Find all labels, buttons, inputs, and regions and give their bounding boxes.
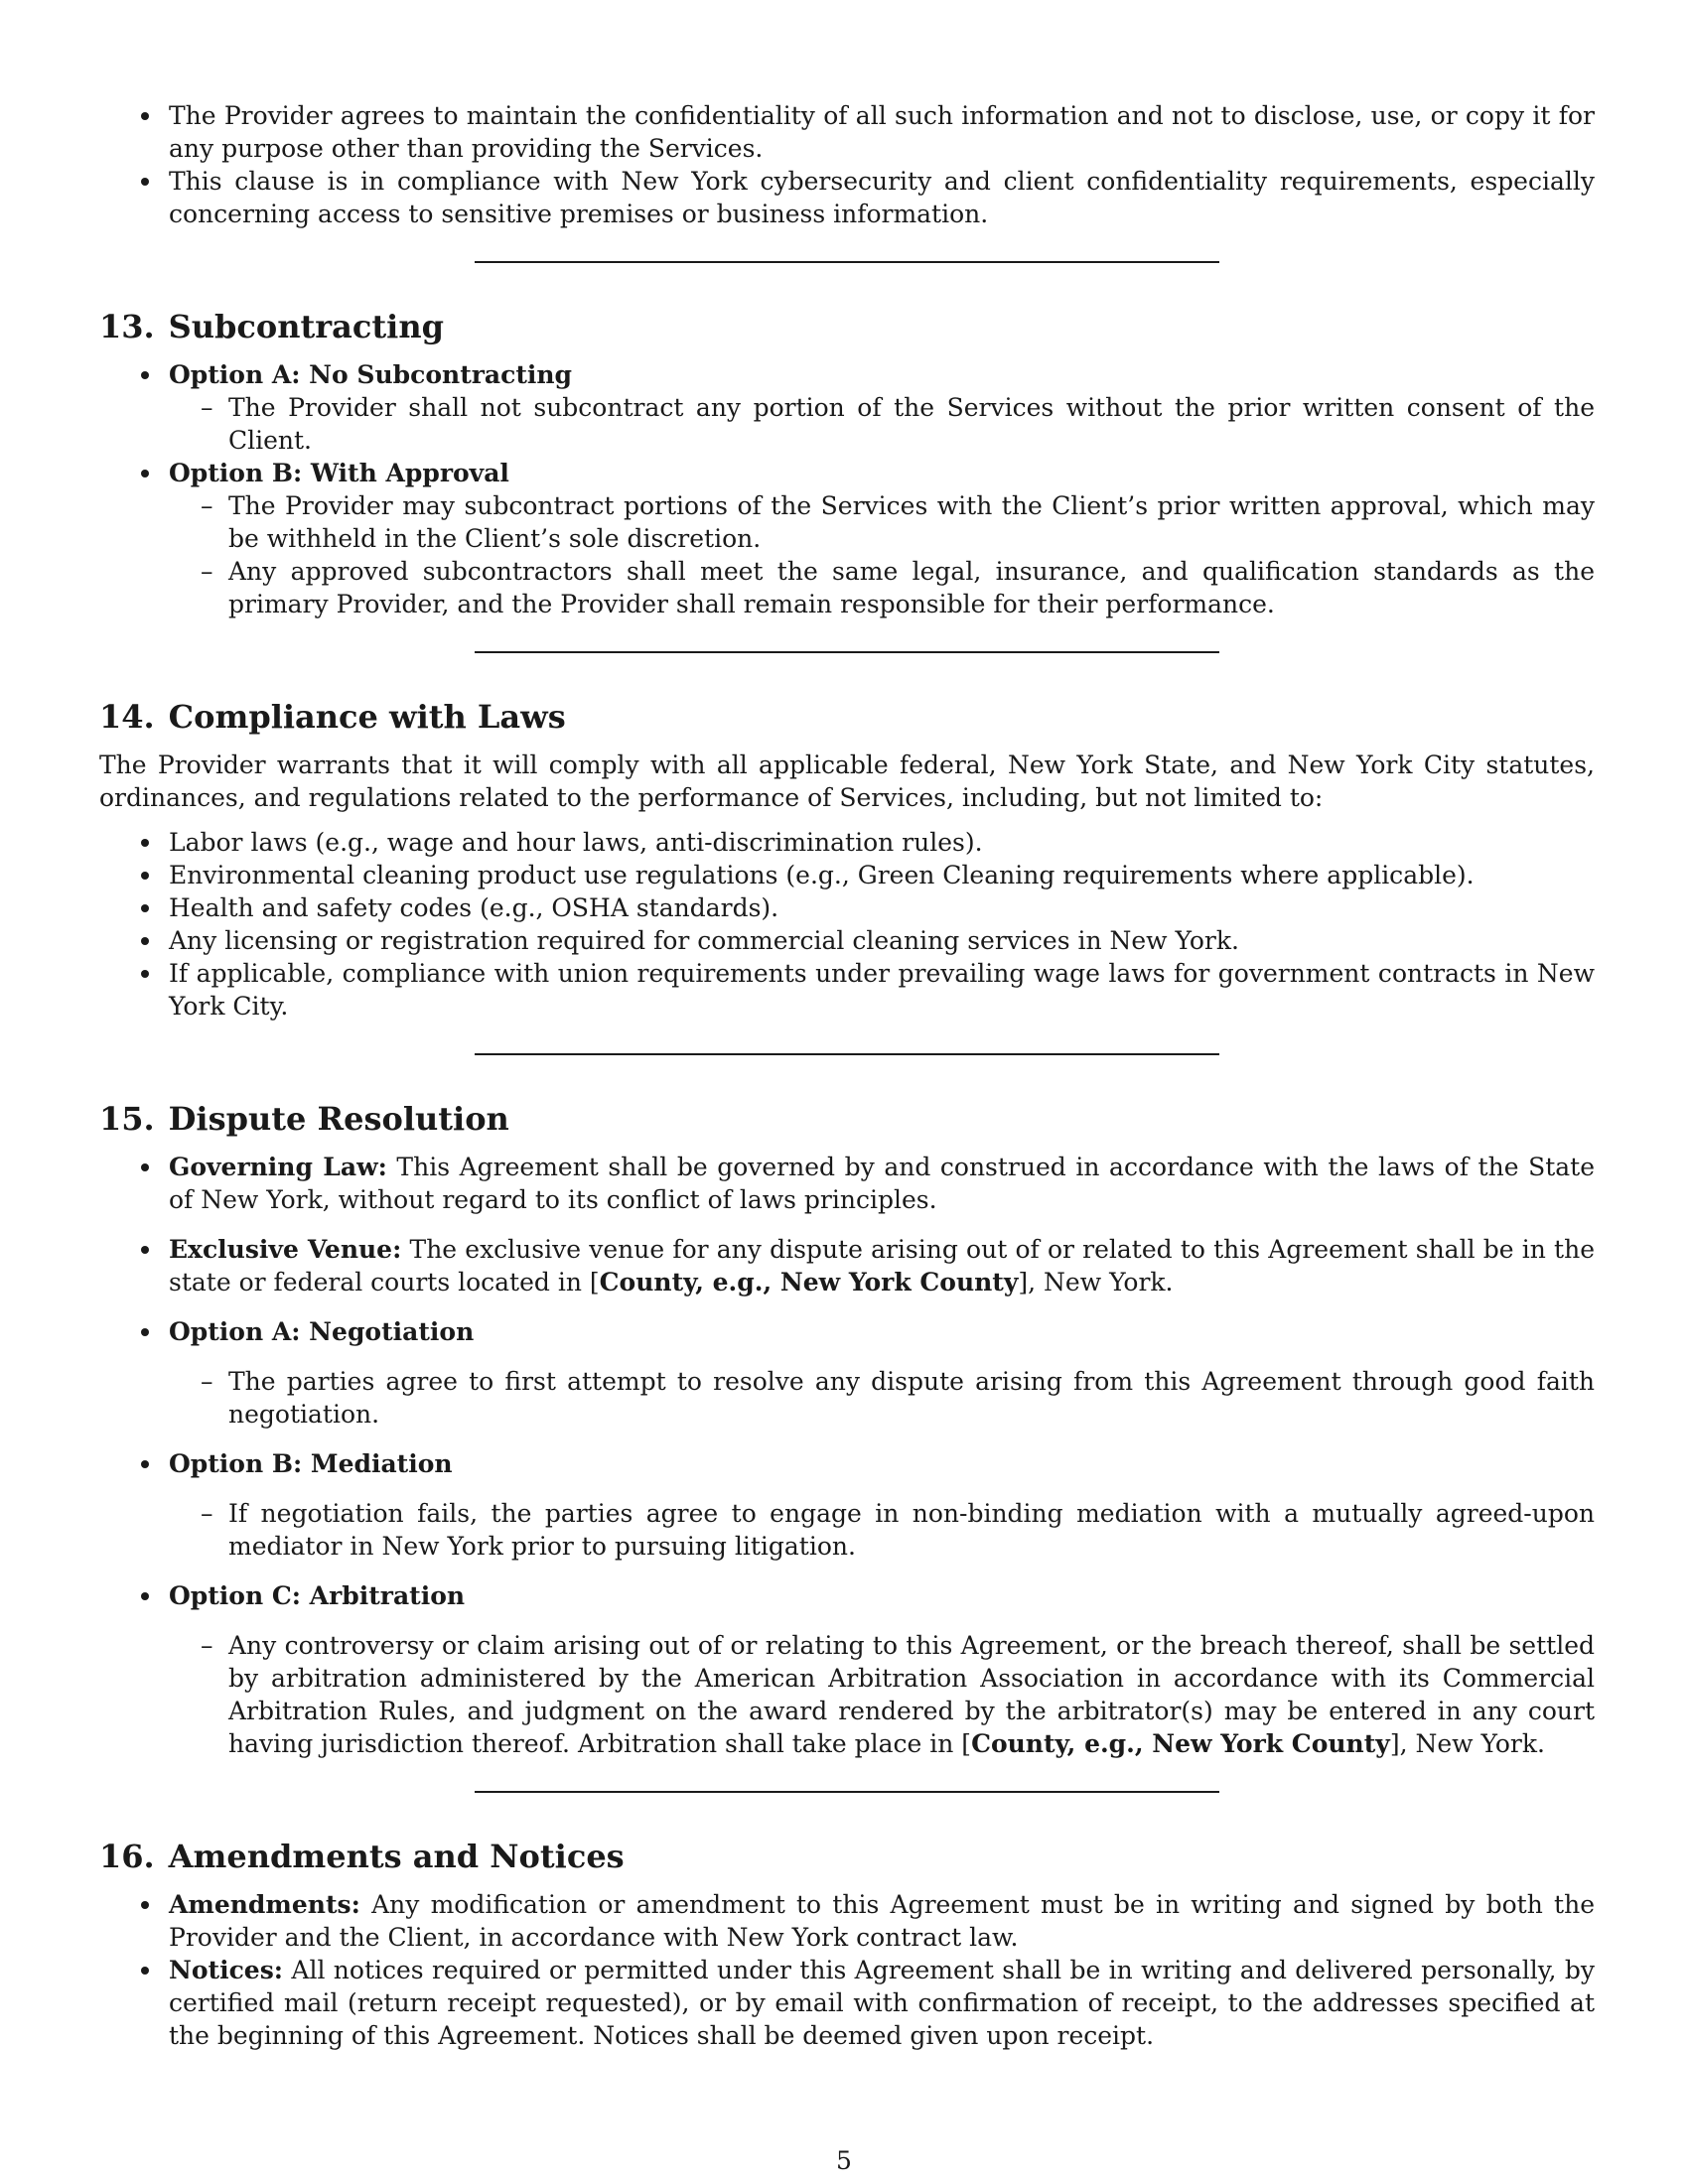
list-item: This clause is in compliance with New York cybersecurity and client confidentiality requirements, especially concerning access to sensitive premises or business information. [99, 165, 1595, 230]
item-label: Amendments: [169, 1890, 360, 1919]
item-suffix: , New York. [1399, 1729, 1545, 1758]
option-label: Option B: Mediation [169, 1449, 453, 1478]
sub-list [169, 391, 1595, 457]
item-label: Notices: [169, 1956, 284, 1984]
item-text: The exclusive venue for any dispute arising out of or related to this Agreement shall be in the state or federal courts located in [169, 1235, 1595, 1297]
list-item [99, 1579, 1595, 1760]
section-title: Subcontracting [168, 308, 444, 345]
section-heading [99, 1099, 1595, 1139]
sub-list [169, 1365, 1595, 1431]
section-heading [99, 697, 1595, 737]
section-dispute-resolution [99, 1099, 1595, 1760]
section-number: 13. [99, 308, 155, 345]
option-label: Option A: No Subcontracting [169, 360, 573, 389]
list-item: Any licensing or registration required for commercial cleaning services in New York. [99, 924, 1595, 957]
list-item: If applicable, compliance with union requirements under prevailing wage laws for government contracts in New York City. [99, 957, 1595, 1023]
section-title: Dispute Resolution [168, 1100, 509, 1138]
compliance-list [99, 826, 1595, 1023]
sub-item: – The Provider may subcontract portions of the Services with the Client’s prior written approval, which may be withheld in the Client’s sole discretion. [169, 489, 1595, 555]
document-page [99, 99, 1595, 2052]
confidentiality-list [99, 99, 1595, 230]
section-divider [475, 1791, 1219, 1793]
list-item: Exclusive Venue: The exclusive venue for any dispute arising out of or related to this Agreement shall be in the state or federal courts located in [County, e.g., New York County], New York. [99, 1233, 1595, 1298]
list-item [99, 358, 1595, 457]
amendments-list [99, 1888, 1595, 2052]
section-intro: The Provider warrants that it will comply with all applicable federal, New York State, and New York City statutes, ordinances, and regulations related to the performance of Services, including, but not limited to: [99, 751, 1595, 812]
item-text: All notices required or permitted under this Agreement shall be in writing and delivered personally, by certified mail (return receipt requested), or by email with confirmation of receipt, to the addresses specified at the beginning of this Agreement. Notices shall be deemed given upon receipt. [169, 1956, 1595, 2050]
section-compliance [99, 697, 1595, 1023]
section-number: 14. [99, 698, 155, 736]
venue-placeholder: County, e.g., New York County [599, 1268, 1019, 1297]
list-item: Labor laws (e.g., wage and hour laws, anti-discrimination rules). [99, 826, 1595, 859]
subcontracting-options [99, 358, 1595, 620]
section-amendments-notices [99, 1837, 1595, 2052]
sub-item: – The Provider shall not subcontract any portion of the Services without the prior written consent of the Client. [169, 391, 1595, 457]
dispute-list [99, 1151, 1595, 1760]
list-item [99, 1151, 1595, 1216]
sub-item: – Any approved subcontractors shall meet the same legal, insurance, and qualification standards as the primary Provider, and the Provider shall remain responsible for their performance. [169, 555, 1595, 620]
sub-list [169, 489, 1595, 620]
section-title: Amendments and Notices [168, 1838, 625, 1875]
item-suffix: , New York. [1028, 1268, 1174, 1297]
list-item [99, 457, 1595, 620]
section-number: 15. [99, 1100, 155, 1138]
item-label: Governing Law: [169, 1153, 387, 1181]
section-number: 16. [99, 1838, 155, 1875]
item-text: This Agreement shall be governed by and construed in accordance with the laws of the State of New York, without regard to its conflict of laws principles. [169, 1153, 1595, 1214]
section-divider [475, 1053, 1219, 1055]
section-title: Compliance with Laws [168, 698, 566, 736]
list-item: Health and safety codes (e.g., OSHA standards). [99, 891, 1595, 924]
sub-list [169, 1629, 1595, 1760]
option-label: Option B: With Approval [169, 459, 509, 487]
sub-item: – If negotiation fails, the parties agree to engage in non-binding mediation with a mutually agreed-upon mediator in New York prior to pursuing litigation. [169, 1497, 1595, 1563]
page-number: 5 [836, 2146, 852, 2175]
list-item: The Provider agrees to maintain the confidentiality of all such information and not to disclose, use, or copy it for any purpose other than providing the Services. [99, 99, 1595, 165]
section-heading [99, 1837, 1595, 1876]
item-text: Any modification or amendment to this Agreement must be in writing and signed by both the Provider and the Client, in accordance with New York contract law. [169, 1890, 1595, 1952]
section-subcontracting [99, 307, 1595, 620]
section-heading [99, 307, 1595, 346]
section-divider [475, 261, 1219, 263]
arbitration-placeholder: County, e.g., New York County [971, 1729, 1390, 1758]
list-item: Environmental cleaning product use regulations (e.g., Green Cleaning requirements where applicable). [99, 859, 1595, 891]
option-label: Option A: Negotiation [169, 1317, 475, 1346]
section-divider [475, 651, 1219, 653]
list-item [99, 1954, 1595, 2052]
item-label: Exclusive Venue: [169, 1235, 402, 1264]
sub-item: – Any controversy or claim arising out of or relating to this Agreement, or the breach thereof, shall be settled by arbitration administered by the American Arbitration Association in accordance with its Commercial Arbitration Rules, and judgment on the award rendered by the arbitrator(s) may be entered in any court having jurisdiction thereof. Arbitration shall take place in [County, e.g., New York County], New York. [169, 1629, 1595, 1760]
sub-list [169, 1497, 1595, 1563]
list-item [99, 1315, 1595, 1431]
sub-item: – The parties agree to first attempt to resolve any dispute arising from this Agreement through good faith negotiation. [169, 1365, 1595, 1431]
item-text: Any controversy or claim arising out of or relating to this Agreement, or the breach thereof, shall be settled by arbitration administered by the American Arbitration Association in accordance with its Commercial Arbitration Rules, and judgment on the award rendered by the arbitrator(s) may be entered in any court having jurisdiction thereof. Arbitration shall take place in [228, 1631, 1595, 1758]
list-item [99, 1447, 1595, 1563]
list-item [99, 1888, 1595, 1954]
option-label: Option C: Arbitration [169, 1581, 466, 1610]
